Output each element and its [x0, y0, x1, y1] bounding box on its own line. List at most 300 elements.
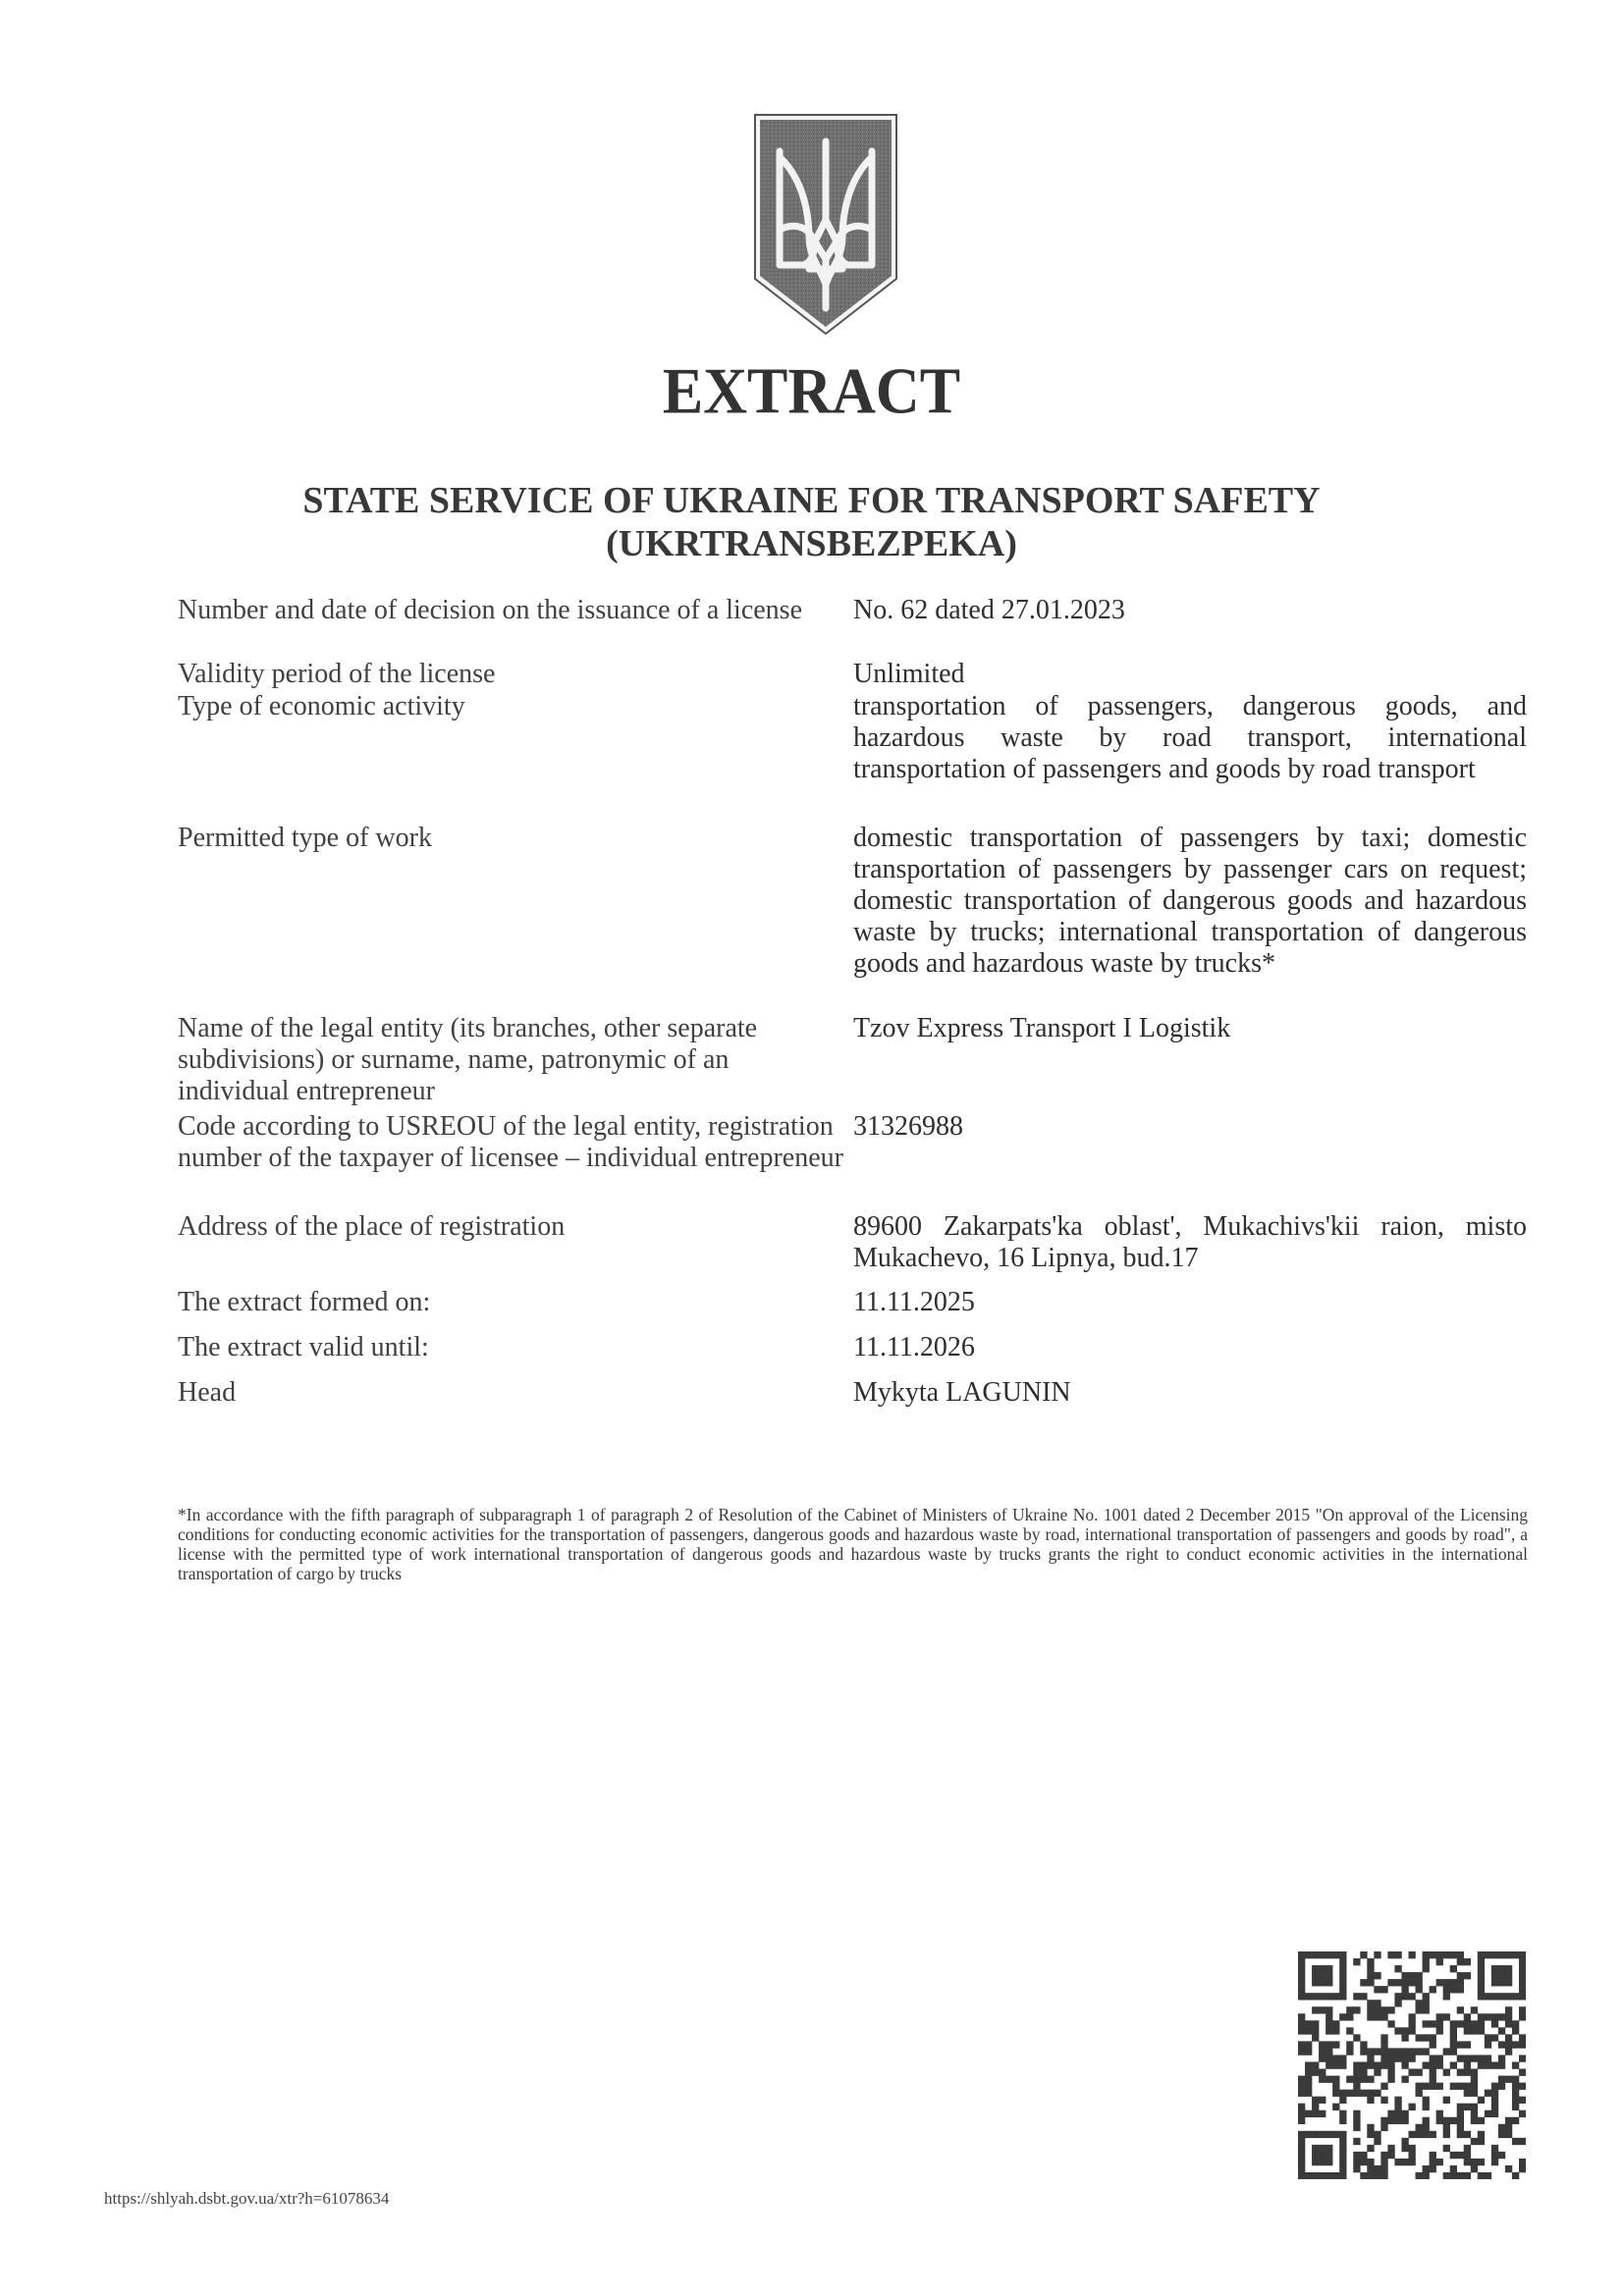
- qr-module: [1367, 2159, 1374, 2165]
- qr-module: [1325, 2061, 1332, 2068]
- qr-module: [1305, 2172, 1312, 2179]
- qr-module: [1416, 2172, 1423, 2179]
- qr-module: [1380, 2152, 1387, 2159]
- qr-module: [1519, 1972, 1526, 1979]
- qr-module: [1436, 2020, 1443, 2027]
- qr-module: [1498, 2061, 1505, 2068]
- qr-module: [1387, 1979, 1394, 1986]
- qr-module: [1298, 1965, 1305, 1972]
- qr-module: [1305, 2041, 1312, 2048]
- qr-module: [1353, 1958, 1360, 1965]
- qr-module: [1491, 1993, 1498, 2000]
- qr-module: [1367, 2145, 1374, 2152]
- qr-module: [1491, 2145, 1498, 2152]
- qr-module: [1380, 2165, 1387, 2172]
- field-value: transportation of passengers, dangerous goods, and hazardous waste by road transport, international transportation of passengers and goods by road transport: [853, 691, 1527, 784]
- qr-module: [1401, 2061, 1408, 2068]
- qr-module: [1408, 1951, 1415, 1958]
- qr-module: [1478, 2027, 1485, 2034]
- qr-module: [1339, 1972, 1346, 1979]
- qr-module: [1498, 1965, 1505, 1972]
- qr-module: [1367, 2090, 1374, 2097]
- qr-module: [1423, 2083, 1430, 2090]
- qr-module: [1298, 2013, 1305, 2020]
- qr-module: [1353, 2034, 1360, 2041]
- qr-module: [1312, 2027, 1319, 2034]
- qr-module: [1478, 2097, 1485, 2104]
- qr-module: [1485, 2041, 1491, 2048]
- qr-module: [1380, 2083, 1387, 2090]
- qr-module: [1430, 2083, 1436, 2090]
- qr-module: [1519, 1951, 1526, 1958]
- qr-module: [1374, 1951, 1380, 1958]
- qr-module: [1394, 2104, 1401, 2110]
- qr-module: [1464, 2104, 1471, 2110]
- qr-module: [1512, 1993, 1519, 2000]
- qr-module: [1298, 2165, 1305, 2172]
- qr-module: [1374, 2061, 1380, 2068]
- field-label: Code according to USREOU of the legal entity, registration number of the taxpayer of licensee – individual entrepreneur: [178, 1111, 843, 1173]
- qr-module: [1408, 2069, 1415, 2076]
- qr-module: [1367, 2013, 1374, 2020]
- qr-module: [1423, 2124, 1430, 2131]
- qr-module: [1387, 2152, 1394, 2159]
- emblem-graphic: [752, 112, 899, 338]
- qr-module: [1353, 2152, 1360, 2159]
- qr-module: [1491, 2013, 1498, 2020]
- qr-module: [1339, 2138, 1346, 2145]
- qr-module: [1464, 2159, 1471, 2165]
- qr-module: [1374, 2013, 1380, 2020]
- qr-module: [1319, 2110, 1325, 2117]
- qr-module: [1505, 1993, 1512, 2000]
- qr-module: [1423, 2104, 1430, 2110]
- qr-module: [1408, 2048, 1415, 2055]
- qr-module: [1416, 2034, 1423, 2041]
- qr-module: [1298, 1993, 1305, 2000]
- qr-module: [1360, 2048, 1367, 2055]
- qr-module: [1387, 2055, 1394, 2061]
- qr-code-icon[interactable]: [1298, 1951, 1526, 2179]
- qr-module: [1380, 1986, 1387, 1993]
- qr-module: [1298, 1958, 1305, 1965]
- qr-module: [1319, 2131, 1325, 2138]
- qr-module: [1450, 2165, 1457, 2172]
- qr-module: [1443, 1986, 1450, 1993]
- qr-module: [1401, 2055, 1408, 2061]
- qr-module: [1380, 2034, 1387, 2041]
- qr-module: [1305, 2083, 1312, 2090]
- qr-module: [1457, 2172, 1464, 2179]
- field-row-permitted-work: [178, 823, 1528, 1011]
- qr-module: [1505, 2013, 1512, 2020]
- qr-module: [1436, 2055, 1443, 2061]
- qr-module: [1325, 2027, 1332, 2034]
- qr-module: [1471, 2083, 1478, 2090]
- qr-module: [1423, 2000, 1430, 2006]
- qr-module: [1457, 2104, 1464, 2110]
- qr-module: [1505, 1972, 1512, 1979]
- qr-module: [1374, 2006, 1380, 2013]
- qr-module: [1387, 2145, 1394, 2152]
- qr-module: [1416, 2000, 1423, 2006]
- qr-module: [1325, 2145, 1332, 2152]
- qr-module: [1519, 1986, 1526, 1993]
- qr-module: [1339, 1958, 1346, 1965]
- qr-module: [1325, 2159, 1332, 2165]
- qr-module: [1319, 2041, 1325, 2048]
- verification-url-link[interactable]: https://shlyah.dsbt.gov.ua/xtr?h=61078634: [104, 2189, 390, 2208]
- field-value: 11.11.2026: [853, 1332, 975, 1362]
- qr-module: [1450, 2027, 1457, 2034]
- qr-module: [1332, 2061, 1339, 2068]
- qr-module: [1430, 2061, 1436, 2068]
- qr-module: [1298, 2104, 1305, 2110]
- qr-module: [1457, 2006, 1464, 2013]
- qr-module: [1374, 2138, 1380, 2145]
- qr-module: [1360, 2069, 1367, 2076]
- qr-module: [1339, 2110, 1346, 2117]
- qr-module: [1312, 2104, 1319, 2110]
- qr-module: [1471, 2027, 1478, 2034]
- field-label: Address of the place of registration: [178, 1211, 566, 1242]
- qr-module: [1380, 2097, 1387, 2104]
- qr-module: [1374, 2048, 1380, 2055]
- qr-module: [1312, 2110, 1319, 2117]
- qr-module: [1498, 2076, 1505, 2083]
- qr-module: [1457, 2152, 1464, 2159]
- qr-module: [1394, 1951, 1401, 1958]
- qr-module: [1353, 2165, 1360, 2172]
- issuing-agency: [0, 479, 1623, 565]
- qr-module: [1339, 2055, 1346, 2061]
- qr-module: [1367, 2124, 1374, 2131]
- qr-module: [1312, 2159, 1319, 2165]
- qr-module: [1505, 2117, 1512, 2124]
- qr-module: [1464, 2145, 1471, 2152]
- qr-module: [1491, 2110, 1498, 2117]
- qr-module: [1298, 1951, 1305, 1958]
- qr-module: [1325, 2020, 1332, 2027]
- qr-module: [1298, 2083, 1305, 2090]
- qr-module: [1478, 1986, 1485, 1993]
- qr-module: [1471, 2165, 1478, 2172]
- qr-module: [1464, 2061, 1471, 2068]
- qr-module: [1319, 2097, 1325, 2104]
- qr-module: [1485, 2055, 1491, 2061]
- field-row-address: [178, 1211, 1528, 1274]
- qr-module: [1367, 2076, 1374, 2083]
- qr-module: [1450, 2048, 1457, 2055]
- qr-module: [1380, 2172, 1387, 2179]
- qr-module: [1408, 1993, 1415, 2000]
- qr-module: [1450, 2083, 1457, 2090]
- qr-module: [1423, 2034, 1430, 2041]
- qr-module: [1491, 2090, 1498, 2097]
- license-fields-table: [178, 595, 1528, 1409]
- qr-module: [1423, 1965, 1430, 1972]
- qr-module: [1505, 1965, 1512, 1972]
- qr-module: [1298, 1986, 1305, 1993]
- qr-module: [1471, 2020, 1478, 2027]
- qr-module: [1505, 2020, 1512, 2027]
- qr-module: [1430, 2159, 1436, 2165]
- qr-module: [1339, 2097, 1346, 2104]
- qr-module: [1512, 2172, 1519, 2179]
- qr-module: [1457, 1958, 1464, 1965]
- qr-module: [1380, 2159, 1387, 2165]
- qr-module: [1401, 2138, 1408, 2145]
- qr-module: [1416, 2124, 1423, 2131]
- field-label: Number and date of decision on the issuance of a license: [178, 595, 803, 625]
- qr-module: [1436, 2083, 1443, 2090]
- qr-module: [1450, 2034, 1457, 2041]
- field-value: No. 62 dated 27.01.2023: [853, 595, 1125, 625]
- qr-module: [1360, 2159, 1367, 2165]
- qr-module: [1478, 1972, 1485, 1979]
- field-label: Validity period of the license: [178, 659, 496, 689]
- qr-module: [1498, 1972, 1505, 1979]
- field-row-formed-on: [178, 1287, 1528, 1318]
- qr-module: [1519, 2083, 1526, 2090]
- qr-module: [1319, 2172, 1325, 2179]
- qr-module: [1332, 1951, 1339, 1958]
- qr-module: [1319, 1965, 1325, 1972]
- qr-module: [1443, 1979, 1450, 1986]
- qr-module: [1401, 2117, 1408, 2124]
- qr-module: [1491, 1965, 1498, 1972]
- qr-module: [1353, 2069, 1360, 2076]
- qr-module: [1374, 2090, 1380, 2097]
- qr-module: [1367, 2006, 1374, 2013]
- qr-module: [1512, 2097, 1519, 2104]
- qr-module: [1332, 2055, 1339, 2061]
- qr-module: [1319, 1979, 1325, 1986]
- qr-module: [1471, 2117, 1478, 2124]
- qr-module: [1436, 1958, 1443, 1965]
- qr-module: [1478, 1951, 1485, 1958]
- qr-module: [1505, 1951, 1512, 1958]
- qr-module: [1408, 2159, 1415, 2165]
- qr-module: [1498, 2131, 1505, 2138]
- qr-module: [1332, 2027, 1339, 2034]
- qr-module: [1443, 2013, 1450, 2020]
- qr-module: [1416, 2083, 1423, 2090]
- qr-module: [1319, 1972, 1325, 1979]
- qr-module: [1367, 2048, 1374, 2055]
- qr-module: [1374, 2172, 1380, 2179]
- qr-module: [1305, 2061, 1312, 2068]
- qr-module: [1464, 2131, 1471, 2138]
- field-row-valid-until: [178, 1332, 1528, 1363]
- qr-module: [1423, 2131, 1430, 2138]
- qr-module: [1450, 1979, 1457, 1986]
- field-label: Type of economic activity: [178, 691, 465, 721]
- field-value: Tzov Express Transport I Logistik: [853, 1013, 1231, 1043]
- qr-module: [1436, 2159, 1443, 2165]
- qr-module: [1464, 1958, 1471, 1965]
- qr-module: [1312, 2034, 1319, 2041]
- qr-module: [1519, 2138, 1526, 2145]
- qr-module: [1491, 2152, 1498, 2159]
- qr-module: [1430, 2152, 1436, 2159]
- qr-module: [1367, 2055, 1374, 2061]
- qr-module: [1505, 2006, 1512, 2013]
- qr-module: [1325, 1972, 1332, 1979]
- field-label: Head: [178, 1377, 237, 1408]
- qr-module: [1401, 2048, 1408, 2055]
- qr-module: [1401, 2159, 1408, 2165]
- qr-module: [1305, 2027, 1312, 2034]
- qr-module: [1450, 2152, 1457, 2159]
- qr-module: [1325, 2055, 1332, 2061]
- qr-module: [1485, 1993, 1491, 2000]
- qr-module: [1298, 2090, 1305, 2097]
- qr-module: [1325, 2041, 1332, 2048]
- qr-module: [1464, 1972, 1471, 1979]
- qr-module: [1519, 1965, 1526, 1972]
- qr-module: [1450, 2117, 1457, 2124]
- qr-module: [1443, 2069, 1450, 2076]
- qr-module: [1380, 2048, 1387, 2055]
- qr-module: [1367, 2061, 1374, 2068]
- qr-module: [1319, 2006, 1325, 2013]
- qr-module: [1464, 2041, 1471, 2048]
- qr-module: [1339, 1979, 1346, 1986]
- qr-module: [1443, 2145, 1450, 2152]
- qr-module: [1443, 2172, 1450, 2179]
- qr-module: [1305, 2048, 1312, 2055]
- qr-module: [1478, 1958, 1485, 1965]
- qr-module: [1332, 2076, 1339, 2083]
- qr-module: [1312, 2069, 1319, 2076]
- qr-module: [1512, 2090, 1519, 2097]
- qr-module: [1408, 2152, 1415, 2159]
- qr-module: [1464, 2083, 1471, 2090]
- qr-module: [1519, 2159, 1526, 2165]
- qr-module: [1416, 2090, 1423, 2097]
- qr-module: [1312, 2061, 1319, 2068]
- qr-module: [1298, 2145, 1305, 2152]
- qr-module: [1360, 2061, 1367, 2068]
- qr-module: [1450, 2020, 1457, 2027]
- qr-module: [1339, 2172, 1346, 2179]
- qr-module: [1367, 2097, 1374, 2104]
- qr-module: [1332, 1993, 1339, 2000]
- qr-module: [1471, 2069, 1478, 2076]
- qr-module: [1305, 1951, 1312, 1958]
- field-row-head: [178, 1377, 1528, 1409]
- qr-module: [1298, 2172, 1305, 2179]
- qr-module: [1408, 1972, 1415, 1979]
- qr-module: [1519, 2055, 1526, 2061]
- qr-module: [1471, 2104, 1478, 2110]
- qr-module: [1430, 1986, 1436, 1993]
- qr-module: [1394, 1965, 1401, 1972]
- qr-module: [1312, 1965, 1319, 1972]
- qr-module: [1436, 1951, 1443, 1958]
- field-label: The extract valid until:: [178, 1332, 429, 1362]
- qr-module: [1305, 2090, 1312, 2097]
- qr-module: [1485, 2090, 1491, 2097]
- qr-module: [1505, 2131, 1512, 2138]
- qr-module: [1512, 2061, 1519, 2068]
- qr-module: [1416, 1979, 1423, 1986]
- qr-module: [1498, 2152, 1505, 2159]
- qr-module: [1325, 2172, 1332, 2179]
- qr-module: [1485, 2013, 1491, 2020]
- qr-module: [1353, 2083, 1360, 2090]
- qr-module: [1360, 1951, 1367, 1958]
- qr-module: [1332, 2020, 1339, 2027]
- field-label: Name of the legal entity (its branches, other separate subdivisions) or surname, name, patronymic of an individual entrepreneur: [178, 1013, 758, 1106]
- qr-module: [1319, 2076, 1325, 2083]
- qr-module: [1443, 2048, 1450, 2055]
- qr-module: [1450, 1965, 1457, 1972]
- qr-module: [1325, 2013, 1332, 2020]
- qr-module: [1312, 1993, 1319, 2000]
- qr-module: [1471, 2076, 1478, 2083]
- qr-module: [1394, 2117, 1401, 2124]
- qr-module: [1360, 2152, 1367, 2159]
- qr-module: [1367, 1965, 1374, 1972]
- qr-module: [1478, 2020, 1485, 2027]
- qr-module: [1298, 2020, 1305, 2027]
- qr-module: [1325, 1965, 1332, 1972]
- qr-module: [1367, 2172, 1374, 2179]
- qr-module: [1332, 2090, 1339, 2097]
- qr-module: [1423, 2020, 1430, 2027]
- qr-module: [1367, 2165, 1374, 2172]
- qr-module: [1464, 2013, 1471, 2020]
- qr-module: [1387, 2110, 1394, 2117]
- qr-module: [1416, 1972, 1423, 1979]
- qr-module: [1401, 1986, 1408, 1993]
- qr-module: [1353, 2110, 1360, 2117]
- field-label: Permitted type of work: [178, 823, 432, 853]
- qr-module: [1478, 2013, 1485, 2020]
- qr-module: [1353, 2061, 1360, 2068]
- qr-module: [1319, 1951, 1325, 1958]
- qr-module: [1401, 1993, 1408, 2000]
- qr-module: [1298, 2110, 1305, 2117]
- qr-module: [1332, 2104, 1339, 2110]
- qr-module: [1491, 1951, 1498, 1958]
- qr-module: [1374, 2069, 1380, 2076]
- qr-module: [1478, 2172, 1485, 2179]
- qr-module: [1423, 2006, 1430, 2013]
- qr-module: [1339, 2131, 1346, 2138]
- qr-module: [1325, 2152, 1332, 2159]
- qr-module: [1512, 2041, 1519, 2048]
- qr-module: [1423, 2097, 1430, 2104]
- qr-module: [1457, 2124, 1464, 2131]
- qr-module: [1519, 2110, 1526, 2117]
- qr-module: [1471, 2055, 1478, 2061]
- qr-module: [1367, 2131, 1374, 2138]
- qr-module: [1471, 2138, 1478, 2145]
- agency-abbreviation: (UKRTRANSBEZPEKA): [606, 523, 1017, 564]
- qr-module: [1339, 2159, 1346, 2165]
- footnote: *In accordance with the fifth paragraph of subparagraph 1 of paragraph 2 of Resolution of the Cabinet of Ministers of Ukraine No. 1001 dated 2 December 2015 "On approval of the Licensing conditions for conducting economic activities for the transportation of passengers, dangerous goods and hazardous waste by road, international transportation of passengers and goods by road", a license with the permitted type of work international transportation of dangerous goods and hazardous waste by trucks grants the right to conduct economic activities in the international transportation of cargo by trucks: [178, 1505, 1528, 1583]
- qr-module: [1353, 1993, 1360, 2000]
- qr-module: [1339, 2165, 1346, 2172]
- qr-module: [1512, 2117, 1519, 2124]
- qr-module: [1374, 2000, 1380, 2006]
- qr-module: [1443, 2124, 1450, 2131]
- qr-module: [1457, 2020, 1464, 2027]
- qr-module: [1450, 1986, 1457, 1993]
